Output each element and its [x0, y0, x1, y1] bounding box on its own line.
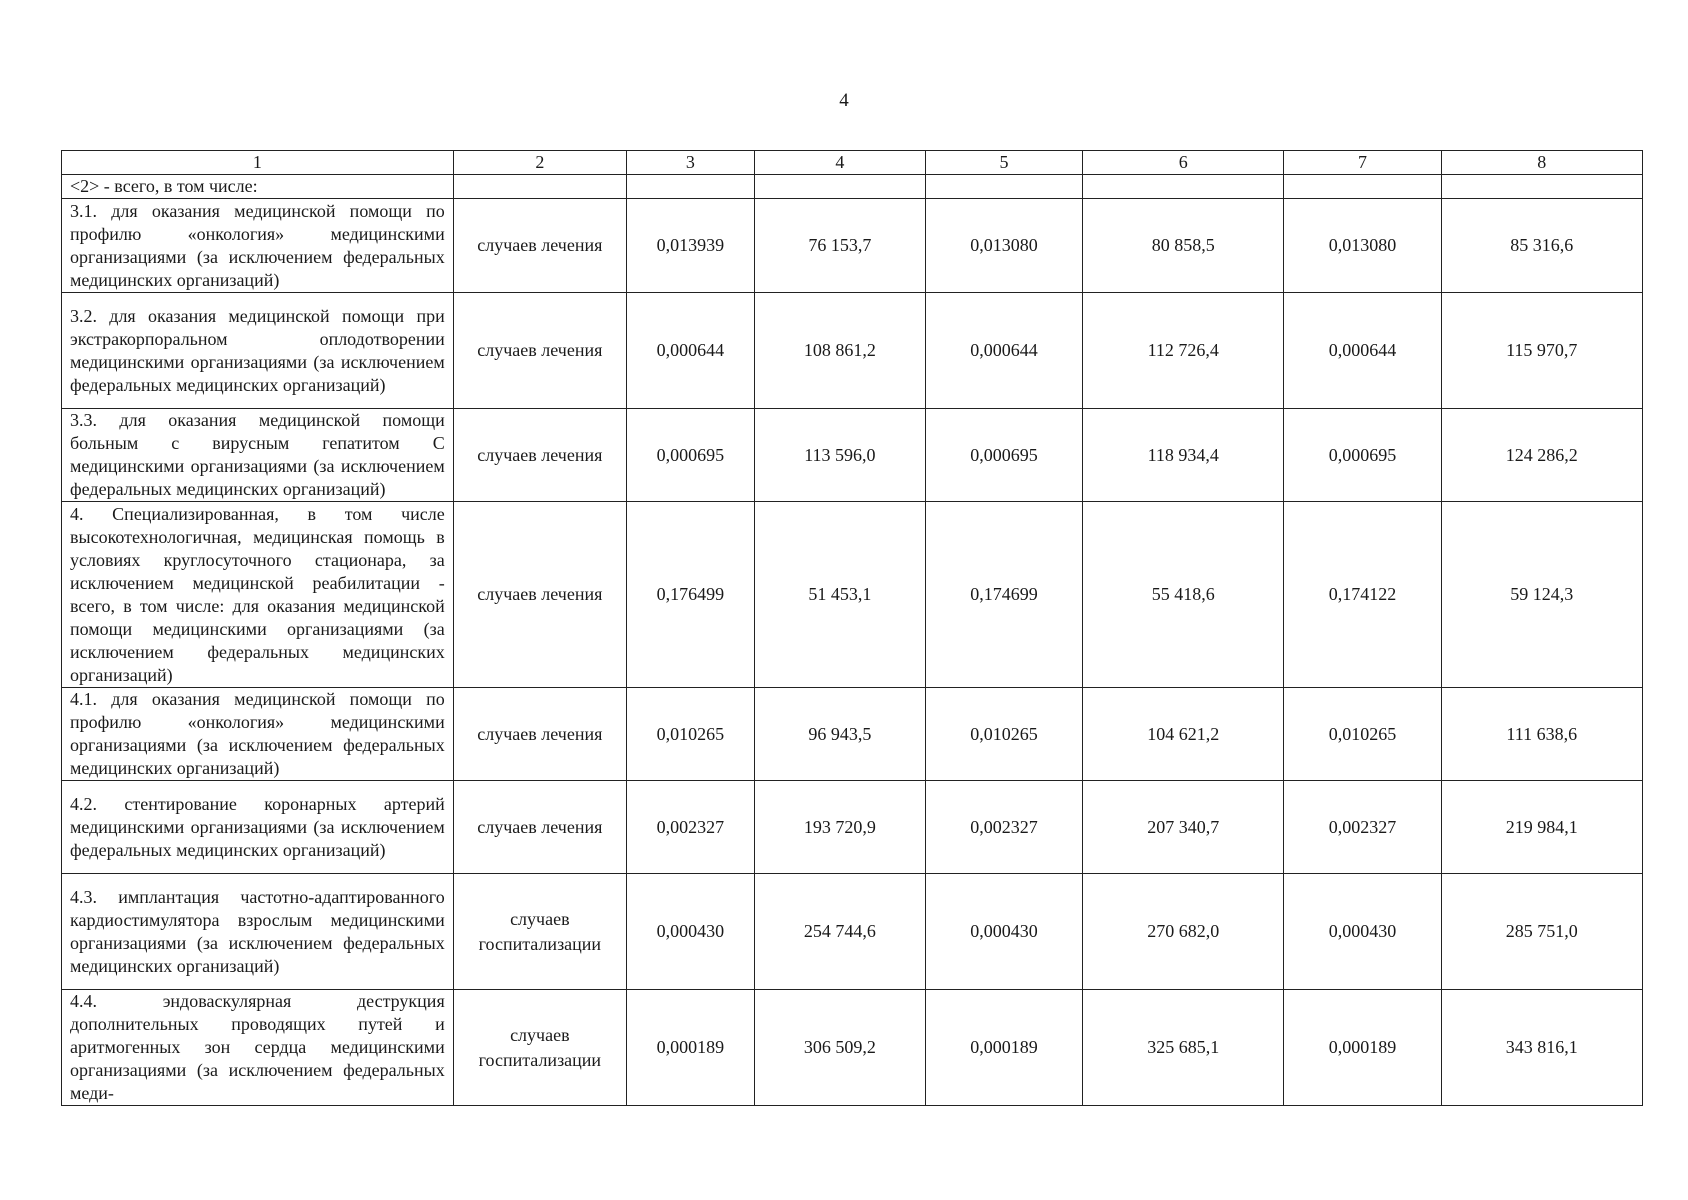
row-unit: случаев лечения	[453, 199, 626, 293]
row-unit: случаев лечения	[453, 781, 626, 874]
row-description: 4. Специализированная, в том числе высокотехнологичная, медицинская помощь в условиях круглосуточного стационара, за исключением медицинской реабилитации - всего, в том числе: для оказания медицинской помощи медицинскими организациями (за исключением федеральных медицинских организаций)	[62, 502, 454, 688]
row-unit: случаев госпитализации	[453, 874, 626, 990]
column-header: 8	[1441, 151, 1642, 175]
row-description: 4.2. стентирование коронарных артерий медицинскими организациями (за исключением федеральных медицинских организаций)	[62, 781, 454, 874]
row-value-col5: 0,000430	[925, 874, 1082, 990]
row-value-col5: 0,000189	[925, 990, 1082, 1106]
row-description: 4.1. для оказания медицинской помощи по профилю «онкология» медицинскими организациями (за исключением федеральных медицинских организаций)	[62, 688, 454, 781]
row-value-col6: 112 726,4	[1083, 293, 1284, 409]
row-value-col7: 0,000644	[1284, 293, 1441, 409]
row-value-col3: 0,176499	[626, 502, 754, 688]
table-row	[62, 990, 1643, 1106]
row-value-col5: 0,010265	[925, 688, 1082, 781]
row-description: 4.3. имплантация частотно-адаптированного кардиостимулятора взрослым медицинскими организациями (за исключением федеральных медицинских организаций)	[62, 874, 454, 990]
row-value-col8: 124 286,2	[1441, 409, 1642, 502]
table-row	[62, 199, 1643, 293]
empty-cell	[1083, 175, 1284, 199]
table-row	[62, 688, 1643, 781]
row-value-col5: 0,002327	[925, 781, 1082, 874]
row-value-col5: 0,174699	[925, 502, 1082, 688]
subhead-row	[62, 175, 1643, 199]
column-header: 3	[626, 151, 754, 175]
empty-cell	[1284, 175, 1441, 199]
row-value-col4: 254 744,6	[754, 874, 925, 990]
row-description: 4.4. эндоваскулярная деструкция дополнительных проводящих путей и аритмогенных зон сердца медицинскими организациями (за исключением федеральных меди-	[62, 990, 454, 1106]
table-row	[62, 502, 1643, 688]
row-value-col7: 0,010265	[1284, 688, 1441, 781]
row-value-col6: 55 418,6	[1083, 502, 1284, 688]
row-value-col8: 115 970,7	[1441, 293, 1642, 409]
row-value-col8: 285 751,0	[1441, 874, 1642, 990]
row-value-col5: 0,013080	[925, 199, 1082, 293]
row-value-col4: 193 720,9	[754, 781, 925, 874]
row-value-col3: 0,000644	[626, 293, 754, 409]
row-value-col7: 0,174122	[1284, 502, 1441, 688]
row-unit: случаев лечения	[453, 409, 626, 502]
table-row	[62, 874, 1643, 990]
column-header: 4	[754, 151, 925, 175]
empty-cell	[925, 175, 1082, 199]
row-value-col3: 0,000189	[626, 990, 754, 1106]
row-value-col7: 0,000430	[1284, 874, 1441, 990]
row-value-col8: 111 638,6	[1441, 688, 1642, 781]
data-table	[61, 150, 1643, 1106]
subhead-text: <2> - всего, в том числе:	[62, 175, 454, 199]
row-value-col8: 59 124,3	[1441, 502, 1642, 688]
column-header: 5	[925, 151, 1082, 175]
table-row	[62, 781, 1643, 874]
row-value-col8: 219 984,1	[1441, 781, 1642, 874]
row-value-col8: 343 816,1	[1441, 990, 1642, 1106]
row-value-col6: 325 685,1	[1083, 990, 1284, 1106]
table-row	[62, 409, 1643, 502]
row-value-col4: 113 596,0	[754, 409, 925, 502]
row-value-col6: 118 934,4	[1083, 409, 1284, 502]
column-header: 7	[1284, 151, 1441, 175]
row-value-col6: 270 682,0	[1083, 874, 1284, 990]
row-value-col7: 0,002327	[1284, 781, 1441, 874]
row-value-col6: 104 621,2	[1083, 688, 1284, 781]
page-number: 4	[839, 90, 849, 111]
row-value-col7: 0,013080	[1284, 199, 1441, 293]
column-header: 1	[62, 151, 454, 175]
row-value-col4: 96 943,5	[754, 688, 925, 781]
row-description: 3.1. для оказания медицинской помощи по профилю «онкология» медицинскими организациями (за исключением федеральных медицинских организаций)	[62, 199, 454, 293]
row-value-col4: 51 453,1	[754, 502, 925, 688]
row-unit: случаев госпитализации	[453, 990, 626, 1106]
row-description: 3.3. для оказания медицинской помощи больным с вирусным гепатитом С медицинскими организациями (за исключением федеральных медицинских организаций)	[62, 409, 454, 502]
row-unit: случаев лечения	[453, 688, 626, 781]
row-value-col4: 306 509,2	[754, 990, 925, 1106]
row-value-col3: 0,013939	[626, 199, 754, 293]
column-header: 2	[453, 151, 626, 175]
row-value-col4: 76 153,7	[754, 199, 925, 293]
row-value-col3: 0,000430	[626, 874, 754, 990]
empty-cell	[453, 175, 626, 199]
row-value-col7: 0,000695	[1284, 409, 1441, 502]
row-value-col4: 108 861,2	[754, 293, 925, 409]
column-header: 6	[1083, 151, 1284, 175]
row-value-col5: 0,000644	[925, 293, 1082, 409]
row-value-col6: 207 340,7	[1083, 781, 1284, 874]
row-value-col3: 0,010265	[626, 688, 754, 781]
table-row	[62, 293, 1643, 409]
row-value-col3: 0,000695	[626, 409, 754, 502]
row-value-col8: 85 316,6	[1441, 199, 1642, 293]
row-value-col7: 0,000189	[1284, 990, 1441, 1106]
empty-cell	[754, 175, 925, 199]
row-description: 3.2. для оказания медицинской помощи при экстракорпоральном оплодотворении медицинскими организациями (за исключением федеральных медицинских организаций)	[62, 293, 454, 409]
column-number-row	[62, 151, 1643, 175]
row-unit: случаев лечения	[453, 502, 626, 688]
row-value-col3: 0,002327	[626, 781, 754, 874]
row-value-col5: 0,000695	[925, 409, 1082, 502]
empty-cell	[626, 175, 754, 199]
row-value-col6: 80 858,5	[1083, 199, 1284, 293]
empty-cell	[1441, 175, 1642, 199]
row-unit: случаев лечения	[453, 293, 626, 409]
